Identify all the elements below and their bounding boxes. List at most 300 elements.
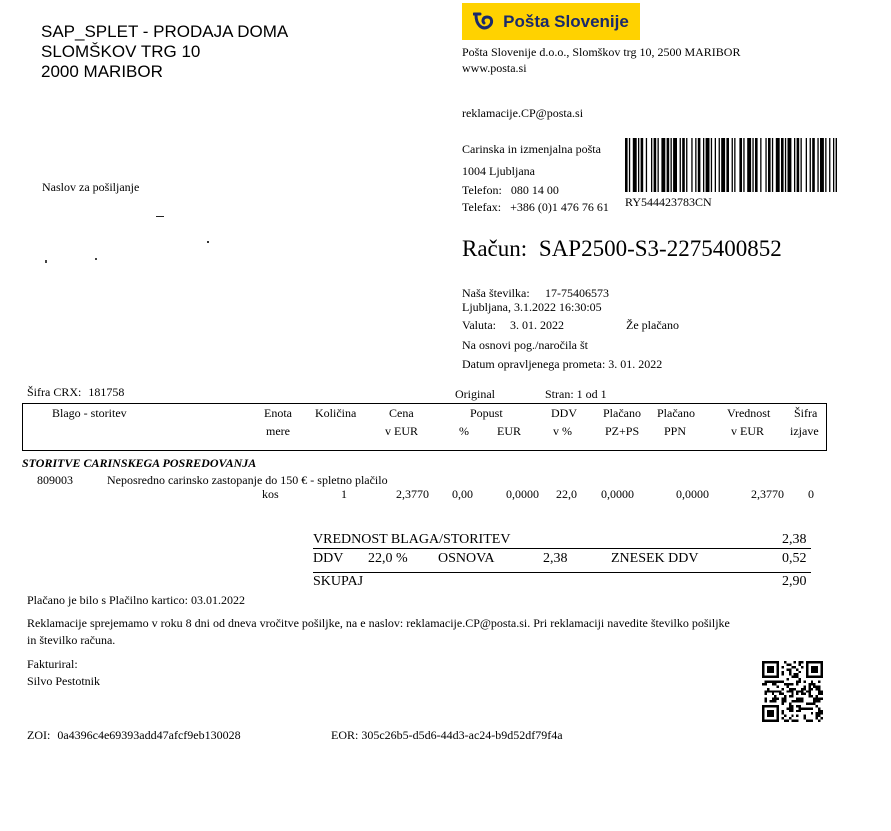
qr-module — [764, 690, 766, 692]
qr-module — [818, 698, 820, 700]
datum-label: Datum opravljenega prometa: — [462, 357, 606, 371]
qr-module — [818, 690, 820, 692]
qr-module — [801, 698, 803, 700]
qr-module — [784, 700, 786, 702]
barcode-bar — [698, 138, 701, 192]
item-price: 2,3770 — [396, 487, 429, 501]
invoice-number: SAP2500-S3-2275400852 — [538, 236, 782, 261]
qr-module — [777, 698, 779, 700]
qr-module — [791, 683, 793, 685]
col-placano-ppn: Plačano — [657, 406, 695, 420]
sender-city: 2000 MARIBOR — [41, 62, 163, 81]
qr-module — [803, 715, 805, 717]
qr-module — [769, 700, 771, 702]
qr-module — [806, 661, 823, 663]
barcode-bar — [658, 138, 659, 192]
qr-module — [772, 681, 774, 683]
qr-module — [818, 685, 820, 687]
qr-module — [791, 700, 793, 702]
qr-module — [803, 707, 805, 709]
crx-label: Šifra CRX: — [27, 385, 82, 399]
qr-module — [801, 690, 803, 692]
barcode-bar — [755, 138, 758, 192]
qr-module — [794, 661, 796, 663]
eor-code — [331, 728, 563, 743]
qr-module — [818, 707, 820, 709]
qr-module — [784, 695, 786, 697]
item-unit: kos — [262, 487, 279, 501]
customs-office — [462, 138, 609, 216]
qr-module — [789, 710, 791, 712]
qr-module — [811, 666, 818, 673]
col-cena: Cena — [389, 406, 414, 420]
qr-module — [796, 690, 798, 692]
qr-module — [762, 676, 779, 678]
qr-module — [791, 715, 793, 717]
qr-module — [811, 707, 813, 709]
barcode-bar — [726, 138, 729, 192]
complaints-note — [27, 615, 730, 649]
qr-module — [808, 688, 810, 690]
qr-module — [772, 700, 774, 702]
qr-module — [767, 666, 774, 673]
customs-phone-row — [462, 182, 609, 198]
qr-module — [786, 663, 788, 665]
qr-module — [762, 705, 779, 707]
qr-module — [789, 702, 791, 704]
qr-module — [791, 693, 793, 695]
qr-module — [808, 707, 810, 709]
reklamacije-email: reklamacije.CP@posta.si — [462, 106, 584, 120]
barcode-bar — [797, 138, 800, 192]
qr-module — [821, 690, 823, 692]
barcode-bar — [651, 138, 652, 192]
qr-module — [762, 661, 764, 678]
barcode-bar — [743, 138, 744, 192]
logo-text: Pošta Slovenije — [503, 11, 629, 31]
qr-module — [806, 690, 808, 692]
qr-module — [784, 661, 786, 663]
qr-module — [799, 700, 801, 702]
qr-module — [796, 683, 798, 685]
section-title: STORITVE CARINSKEGA POSREDOVANJA — [22, 456, 257, 470]
qr-module — [767, 710, 774, 717]
barcode-bar — [788, 138, 792, 192]
qr-module — [794, 700, 796, 702]
qr-module — [772, 698, 774, 700]
qr-module — [791, 666, 793, 668]
item-discount-pct: 0,00 — [452, 487, 473, 501]
qr-module — [786, 668, 788, 670]
qr-module — [801, 666, 803, 668]
zoi-code — [27, 728, 241, 743]
qr-module — [791, 707, 793, 709]
qr-module — [796, 676, 798, 678]
item-value: 2,3770 — [751, 487, 784, 501]
barcode-bar — [646, 138, 647, 192]
eor-value: 305c26b5-d5d6-44d3-ac24-b9d52df79f4a — [361, 728, 563, 742]
qr-module — [796, 720, 798, 722]
qr-module — [772, 683, 774, 685]
qr-module — [803, 685, 805, 687]
col-popust: Popust — [470, 406, 503, 420]
barcode-bar — [680, 138, 681, 192]
qr-module — [818, 681, 820, 683]
barcode-bar — [785, 138, 786, 192]
barcode-bar — [706, 138, 710, 192]
qr-module — [777, 685, 779, 687]
qr-module — [791, 690, 793, 692]
barcode-bar — [721, 138, 725, 192]
qr-module — [764, 683, 766, 685]
col-sifra-2: izjave — [790, 424, 819, 438]
col-placano-ppn-2: PPN — [664, 424, 687, 438]
nasa-label: Naša številka: — [462, 286, 530, 300]
qr-module — [789, 707, 791, 709]
barcode-bar — [810, 138, 811, 192]
qr-module — [791, 720, 793, 722]
qr-module — [777, 681, 779, 683]
company-info — [462, 44, 740, 76]
barcode-bar — [817, 138, 818, 192]
address-mark — [156, 216, 164, 217]
posta-slovenije-logo — [462, 3, 640, 40]
qr-module — [813, 683, 815, 685]
qr-module — [774, 681, 776, 683]
barcode-bar — [781, 138, 784, 192]
qr-module — [769, 690, 771, 692]
qr-module — [816, 688, 818, 690]
eor-label: EOR: — [331, 728, 359, 742]
qr-module — [818, 712, 820, 714]
barcode-bar — [772, 138, 773, 192]
qr-module — [806, 702, 808, 704]
qr-module — [791, 676, 793, 678]
sifra-crx — [27, 385, 124, 400]
table-header — [22, 403, 827, 451]
qr-module — [796, 668, 798, 670]
qr-module — [782, 666, 784, 668]
qr-module — [808, 690, 810, 692]
barcode-bar — [801, 138, 802, 192]
barcode-bar — [633, 138, 637, 192]
barcode-bar — [765, 138, 766, 192]
qr-module — [816, 700, 818, 702]
qr-module — [764, 681, 766, 683]
paid-status: Že plačano — [626, 318, 679, 332]
customs-name: Carinska in izmenjalna pošta — [462, 142, 601, 156]
qr-module — [818, 693, 820, 695]
qr-module — [796, 715, 798, 717]
crx-value: 181758 — [88, 385, 125, 399]
qr-module — [794, 673, 796, 675]
qr-module — [782, 717, 784, 719]
barcode-bar — [833, 138, 834, 192]
qr-module — [808, 693, 810, 695]
qr-module — [786, 720, 788, 722]
barcode-bar — [703, 138, 704, 192]
barcode-bar — [776, 138, 780, 192]
col-ddv-2: v % — [553, 424, 572, 438]
qr-module — [774, 695, 776, 697]
barcode-bar — [732, 138, 733, 192]
valuta-value: 3. 01. 2022 — [510, 318, 564, 332]
qr-module — [811, 712, 813, 714]
qr-module — [811, 702, 813, 704]
qr-module — [813, 700, 815, 702]
qr-module — [782, 702, 784, 704]
col-placano-pzps: Plačano — [603, 406, 641, 420]
qr-module — [789, 705, 791, 707]
barcode-bar — [629, 138, 630, 192]
qr-module — [816, 715, 818, 717]
invoice-meta — [462, 284, 679, 374]
qr-module — [791, 688, 793, 690]
qr-module — [806, 707, 808, 709]
qr-module — [767, 681, 769, 683]
complaints-line2: in številko računa. — [27, 633, 116, 647]
barcode-bar — [752, 138, 753, 192]
na-osnovi: Na osnovi pog./naročila št — [462, 338, 588, 352]
col-vrednost: Vrednost — [727, 406, 771, 420]
qr-module — [786, 690, 788, 692]
qr-module — [769, 681, 771, 683]
address-mark — [45, 260, 47, 263]
qr-module — [777, 705, 779, 722]
qr-module — [801, 693, 803, 695]
qr-module — [782, 710, 784, 712]
barcode-bar — [625, 138, 628, 192]
qr-module — [799, 678, 801, 680]
qr-module — [762, 661, 779, 663]
qr-module — [789, 688, 791, 690]
qr-module — [808, 683, 810, 685]
qr-module — [796, 700, 798, 702]
qr-module — [813, 685, 815, 687]
col-ddv: DDV — [551, 406, 577, 420]
osnova-value: 2,38 — [543, 551, 568, 566]
qr-module — [772, 693, 774, 695]
col-vrednost-2: v EUR — [731, 424, 764, 438]
qr-module — [799, 690, 801, 692]
qr-module — [772, 690, 774, 692]
valuta-label: Valuta: — [462, 318, 496, 332]
qr-module — [782, 681, 784, 683]
qr-module — [818, 700, 820, 702]
qr-module — [774, 683, 776, 685]
barcode-bar — [715, 138, 716, 192]
fakturiral-label: Fakturiral: — [27, 657, 78, 671]
qr-module — [821, 717, 823, 719]
qr-module — [782, 671, 784, 673]
qr-module — [799, 671, 801, 673]
barcode-bar — [638, 138, 639, 192]
qr-module — [767, 690, 769, 692]
sender-address — [41, 22, 288, 82]
qr-module — [767, 688, 769, 690]
qr-module — [794, 688, 796, 690]
qr-module — [786, 685, 788, 687]
barcode-bar — [739, 138, 742, 192]
place-date: Ljubljana, 3.1.2022 16:30:05 — [462, 300, 602, 314]
qr-module — [774, 700, 776, 702]
qr-module — [821, 698, 823, 700]
barcode-bar — [820, 138, 824, 192]
qr-module — [801, 661, 803, 663]
qr-module — [789, 671, 791, 673]
qr-module — [779, 693, 781, 695]
phone-value: 080 14 00 — [510, 183, 559, 197]
qr-module — [813, 702, 815, 704]
vrednost-value: 2,38 — [782, 532, 807, 547]
col-sifra: Šifra — [794, 406, 818, 420]
qr-module — [821, 712, 823, 714]
qr-module — [811, 683, 813, 685]
qr-module — [762, 705, 764, 722]
totals-divider — [313, 548, 811, 549]
col-popust-eur: EUR — [497, 424, 521, 438]
qr-module — [789, 690, 791, 692]
barcode-bar — [667, 138, 670, 192]
qr-module — [782, 700, 784, 702]
qr-module — [816, 712, 818, 714]
qr-module — [821, 693, 823, 695]
qr-module — [782, 688, 784, 690]
address-mark — [207, 241, 209, 243]
qr-module — [796, 673, 798, 675]
qr-module — [762, 683, 764, 685]
qr-module — [816, 698, 818, 700]
znesek-value: 0,52 — [782, 551, 807, 566]
qr-module — [789, 673, 791, 675]
qr-module — [782, 712, 784, 714]
barcode-bar — [836, 138, 837, 192]
col-placano-pzps-2: PZ+PS — [605, 424, 640, 438]
qr-module — [803, 717, 805, 719]
item-discount-eur: 0,0000 — [506, 487, 539, 501]
barcode-bar — [768, 138, 771, 192]
barcode-bar — [673, 138, 677, 192]
naslov-label: Naslov za pošiljanje — [42, 180, 140, 194]
invoiced-by — [27, 656, 100, 690]
col-enota: Enota — [264, 406, 292, 420]
qr-module — [789, 695, 791, 697]
fax-label: Telefax: — [462, 200, 502, 214]
qr-module — [821, 710, 823, 712]
address-mark — [95, 258, 97, 260]
barcode-bar — [711, 138, 712, 192]
invoice-title — [462, 236, 782, 262]
qr-module — [808, 695, 810, 697]
osnova-label: OSNOVA — [438, 551, 495, 566]
qr-module — [799, 710, 801, 712]
qr-module — [801, 707, 803, 709]
qr-module — [779, 690, 781, 692]
posthorn-icon — [473, 11, 497, 33]
qr-module — [764, 700, 766, 702]
barcode-bar — [682, 138, 685, 192]
qr-module — [811, 695, 813, 697]
qr-module — [786, 683, 788, 685]
qr-module — [806, 661, 808, 678]
qr-module — [806, 720, 808, 722]
totals-divider — [313, 572, 811, 573]
qr-module — [794, 720, 796, 722]
qr-module — [782, 673, 784, 675]
qr-module — [784, 715, 786, 717]
qr-module — [803, 681, 805, 683]
qr-module — [801, 700, 803, 702]
barcode-bar — [747, 138, 751, 192]
item-vat: 22,0 — [556, 487, 577, 501]
barcode-bar — [760, 138, 761, 192]
fakturiral-name: Silvo Pestotnik — [27, 674, 101, 688]
item-description: Neposredno carinsko zastopanje do 150 € - spletno plačilo — [107, 473, 388, 487]
barcode-bar — [734, 138, 735, 192]
qr-module — [784, 698, 786, 700]
barcode-bar — [691, 138, 692, 192]
col-cena-2: v EUR — [385, 424, 418, 438]
qr-module — [784, 683, 786, 685]
customs-fax-row — [462, 198, 609, 216]
qr-module — [816, 685, 818, 687]
skupaj-label: SKUPAJ — [313, 574, 364, 589]
barcode-bar — [812, 138, 815, 192]
page-number: Stran: 1 od 1 — [545, 387, 607, 401]
qr-module — [811, 681, 813, 683]
ddv-rate: 22,0 % — [368, 551, 408, 566]
customs-city: 1004 Ljubljana — [462, 164, 535, 178]
barcode-bar — [829, 138, 830, 192]
barcode-bar — [794, 138, 795, 192]
qr-module — [784, 720, 786, 722]
barcode-bar — [686, 138, 687, 192]
qr-module — [777, 690, 779, 692]
qr-module — [816, 695, 818, 697]
qr-module — [791, 695, 793, 697]
qr-module — [789, 683, 791, 685]
col-popust-pct: % — [459, 424, 469, 438]
qr-module — [816, 717, 818, 719]
sender-name: SAP_SPLET - PRODAJA DOMA — [41, 22, 289, 41]
vrednost-label: VREDNOST BLAGA/STORITEV — [313, 532, 511, 547]
barcode-bar — [654, 138, 657, 192]
qr-module — [818, 710, 820, 712]
qr-module — [796, 710, 798, 712]
barcode-bar — [695, 138, 696, 192]
item-paid-ppn: 0,0000 — [676, 487, 709, 501]
item-qty: 1 — [341, 487, 347, 501]
qr-module — [796, 698, 798, 700]
qr-module — [808, 720, 810, 722]
qr-module — [794, 666, 796, 668]
qr-module — [808, 702, 810, 704]
qr-module — [803, 688, 805, 690]
qr-module — [808, 685, 810, 687]
invoice-label: Račun: — [462, 236, 528, 261]
barcode-number: RY544423783CN — [625, 195, 712, 209]
original-label: Original — [455, 387, 495, 401]
qr-module — [794, 676, 796, 678]
barcode-bar — [671, 138, 672, 192]
qr-module — [791, 710, 793, 712]
qr-module — [803, 693, 805, 695]
qr-module — [796, 693, 798, 695]
qr-module — [764, 698, 766, 700]
qr-module — [789, 663, 791, 665]
nasa-value: 17-75406573 — [545, 286, 609, 300]
item-code: 809003 — [37, 473, 73, 487]
